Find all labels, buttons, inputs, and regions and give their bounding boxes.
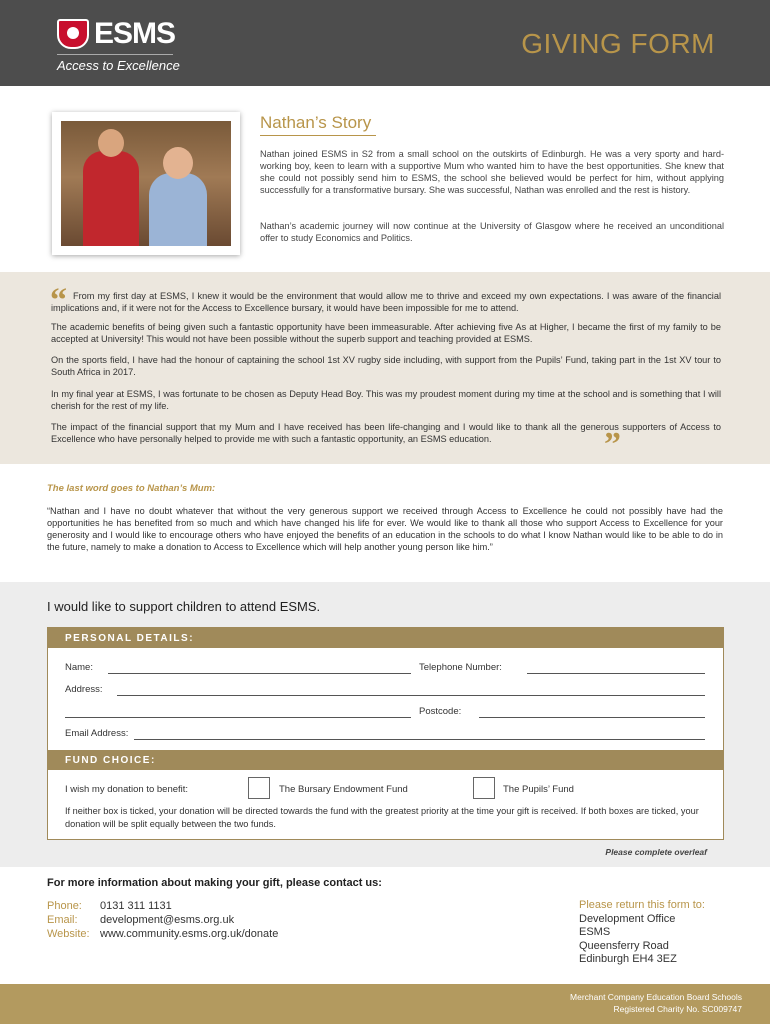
page-title: GIVING FORM [521, 28, 715, 59]
name-label: Name: [65, 662, 93, 673]
website-link[interactable]: www.community.esms.org.uk/donate [100, 928, 279, 940]
open-quote-mark: “ [50, 282, 67, 319]
quote-paragraph: The impact of the financial support that my Mum and I have received has been life-changing and I would like to thank all the generous supporters of Access to Excellence who have personally helped to provide me with such a fantastic opportunity, an ESMS education. [51, 422, 721, 444]
quote-paragraph: In my final year at ESMS, I was fortunate to be chosen as Deputy Head Boy. This was my proudest moment during my time at the school and is something that I will cherish for the rest of my life. [51, 389, 721, 411]
form-heading: I would like to support children to attend ESMS. [47, 599, 321, 614]
email-label: Email Address: [65, 728, 129, 739]
email-contact-label: Email: [47, 914, 78, 926]
phone-number: 0131 311 1131 [100, 900, 172, 912]
page-footer [0, 984, 770, 1024]
return-address-line: ESMS [579, 926, 611, 938]
postcode-field[interactable] [479, 717, 705, 718]
pupils-fund-label: The Pupils’ Fund [503, 784, 574, 795]
story-divider [260, 135, 376, 136]
nathan-photo [52, 112, 240, 255]
name-field[interactable] [108, 673, 411, 674]
story-paragraph: Nathan joined ESMS in S2 from a small school on the outskirts of Edinburgh. He was a very sporty and hard-working boy, keen to learn with a supportive Mum who wanted him to have the best opportunities. She knew that she could not possibly send him to ESMS, the school she believed would be perfect for him, without applying successfully for a transformative bursary. She was successful, Nathan was enrolled and the rest is history. [260, 149, 724, 195]
website-contact-label: Website: [47, 928, 90, 940]
logo-divider [57, 54, 173, 55]
pupils-fund-checkbox[interactable] [473, 777, 495, 799]
quote-paragraph: From my first day at ESMS, I knew it would be the environment that would allow me to thrive and exceed my own expectations. I was aware of the financial implications and, if it were not for the Access to Excellence bursary, it would have been impossible for me to attend. [51, 291, 721, 313]
overleaf-note: Please complete overleaf [605, 847, 707, 857]
story-paragraph: Nathan’s academic journey will now continue at the University of Glasgow where he received an unconditional offer to study Economics and Politics. [260, 221, 724, 243]
postcode-label: Postcode: [419, 706, 462, 717]
address-label: Address: [65, 684, 103, 695]
email-field[interactable] [134, 739, 705, 740]
story-title: Nathan’s Story [260, 113, 372, 132]
benefit-label: I wish my donation to benefit: [65, 784, 189, 795]
address-field-line-1[interactable] [117, 695, 705, 696]
contact-heading: For more information about making your gift, please contact us: [47, 877, 382, 889]
page-header [0, 0, 770, 86]
mum-quote: “Nathan and I have no doubt whatever that without the very generous support we received through Access to Excellence he could not possibly have had the opportunities he has benefited from so much and which have changed his life for ever. We would like to thank all those who support Access to Excellence for your generosity and I would like to encourage others who have enjoyed the benefits of an education in the schools to do what I know Nathan would like to be able to do in the future, namely to make a donation to Access to Excellence which will help another young person like him.” [47, 506, 723, 552]
bursary-fund-label: The Bursary Endowment Fund [279, 784, 408, 795]
footer-line: Merchant Company Education Board Schools [570, 992, 742, 1002]
footer-charity: Registered Charity No. SC009747 [613, 1004, 742, 1014]
logo-text: ESMS [94, 17, 176, 50]
fund-choice-header: FUND CHOICE: [47, 750, 724, 770]
address-field-line-2[interactable] [65, 717, 411, 718]
bursary-fund-checkbox[interactable] [248, 777, 270, 799]
email-link[interactable]: development@esms.org.uk [100, 914, 235, 926]
return-address-line: Edinburgh EH4 3EZ [579, 953, 677, 965]
return-address-line: Development Office [579, 913, 676, 925]
fund-note: If neither box is ticked, your donation will be directed towards the fund with the greatest priority at the time your gift is received. If both boxes are ticked, your donation will be split equally between the two funds. [65, 806, 699, 829]
esms-crest-icon [57, 19, 89, 49]
personal-details-header: PERSONAL DETAILS: [47, 628, 724, 648]
phone-field[interactable] [527, 673, 705, 674]
phone-contact-label: Phone: [47, 900, 82, 912]
logo-tagline: Access to Excellence [57, 58, 180, 73]
return-address-line: Queensferry Road [579, 940, 669, 952]
photo-image [61, 121, 231, 246]
close-quote-mark: ” [604, 426, 621, 463]
quote-paragraph: On the sports field, I have had the honour of captaining the school 1st XV rugby side including, with support from the Pupils’ Fund, taking part in the 1st XV tour to South Africa in 2017. [51, 355, 721, 377]
mum-heading: The last word goes to Nathan’s Mum: [47, 483, 216, 494]
quote-paragraph: The academic benefits of being given such a fantastic opportunity have been immeasurable. After achieving five As at Higher, I became the first of my family to be accepted at University! This would not have been possible without the superb support and teaching provided at ESMS. [51, 322, 721, 344]
return-heading: Please return this form to: [579, 899, 705, 911]
phone-label: Telephone Number: [419, 662, 502, 673]
